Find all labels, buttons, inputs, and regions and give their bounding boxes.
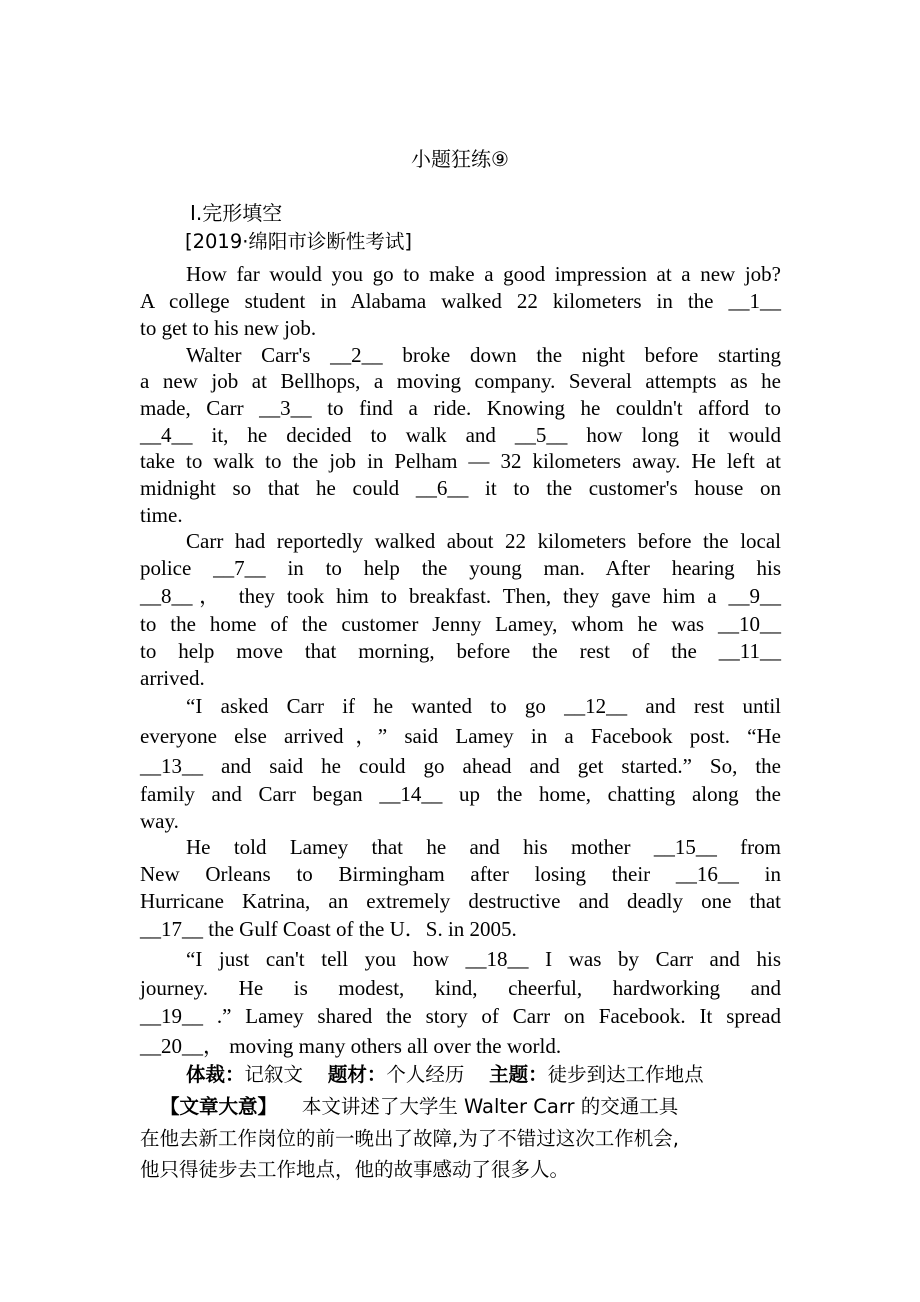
text-line: family and Carr began __14__ up the home, chatting along the (140, 782, 781, 806)
text-line: __17__ the Gulf Coast of the U．S. in 2005. (140, 917, 517, 941)
text-line: arrived. (140, 666, 205, 690)
text-line: __4__ it, he decided to walk and __5__ how long it would (140, 423, 781, 447)
topic-label: 题材： (327, 1063, 387, 1086)
text-line: __20__， moving many others all over the world. (140, 1034, 562, 1058)
text-line: to the home of the customer Jenny Lamey, whom he was __10__ (140, 612, 781, 636)
text-line: a new job at Bellhops, a moving company. Several attempts as he (140, 369, 781, 393)
text-line: How far would you go to make a good impression at a new job? (186, 262, 781, 286)
topic-value: 个人经历 (386, 1063, 465, 1086)
summary-line: 他只得徒步去工作地点，他的故事感动了很多人。 (140, 1158, 570, 1181)
text-line: way. (140, 809, 179, 833)
genre-value: 记叙文 (244, 1063, 304, 1086)
text-line: __13__ and said he could go ahead and get started.” So, the (140, 754, 781, 778)
text-line: __19__ .” Lamey shared the story of Carr on Facebook. It spread (140, 1004, 781, 1028)
genre-label: 体裁： (186, 1063, 245, 1086)
text-line: made, Carr __3__ to find a ride. Knowing he couldn't afford to (140, 396, 781, 420)
theme-label: 主题： (489, 1063, 548, 1086)
summary-label: 【文章大意】 (160, 1095, 278, 1118)
text-line: journey. He is modest, kind, cheerful, hardworking and (140, 976, 781, 1000)
text-line: take to walk to the job in Pelham — 32 kilometers away. He left at (140, 449, 781, 473)
theme-value: 徒步到达工作地点 (547, 1063, 704, 1086)
page-title: 小题狂练⑨ (411, 147, 509, 171)
text-line: midnight so that he could __6__ it to the customer's house on (140, 476, 781, 500)
section-heading: Ⅰ.完形填空 (190, 201, 283, 225)
text-line: New Orleans to Birmingham after losing their __16__ in (140, 862, 781, 886)
genre-line (186, 1061, 781, 1089)
text-line: to help move that morning, before the rest of the __11__ (140, 639, 781, 663)
text-line: Walter Carr's __2__ broke down the night before starting (186, 343, 781, 367)
text-line: police __7__ in to help the young man. After hearing his (140, 556, 781, 580)
text-line: Carr had reportedly walked about 22 kilometers before the local (186, 529, 781, 553)
summary-text: 本文讲述了大学生 Walter Carr 的交通工具 (301, 1095, 679, 1118)
text-line: Hurricane Katrina, an extremely destructive and deadly one that (140, 889, 781, 913)
summary-line (160, 1093, 781, 1121)
text-line: “I asked Carr if he wanted to go __12__ and rest until (186, 694, 781, 718)
text-line: He told Lamey that he and his mother __15__ from (186, 835, 781, 859)
text-line: time. (140, 503, 183, 527)
text-line: __8__， they took him to breakfast. Then, they gave him a __9__ (140, 584, 781, 608)
source-label: [2019·绵阳市诊断性考试] (185, 230, 413, 253)
summary-line: 在他去新工作岗位的前一晚出了故障,为了不错过这次工作机会, (140, 1127, 679, 1150)
text-line: “I just can't tell you how __18__ I was by Carr and his (186, 947, 781, 971)
text-line: everyone else arrived，” said Lamey in a Facebook post. “He (140, 724, 781, 748)
text-line: A college student in Alabama walked 22 kilometers in the __1__ (140, 289, 781, 313)
text-line: to get to his new job. (140, 316, 317, 340)
